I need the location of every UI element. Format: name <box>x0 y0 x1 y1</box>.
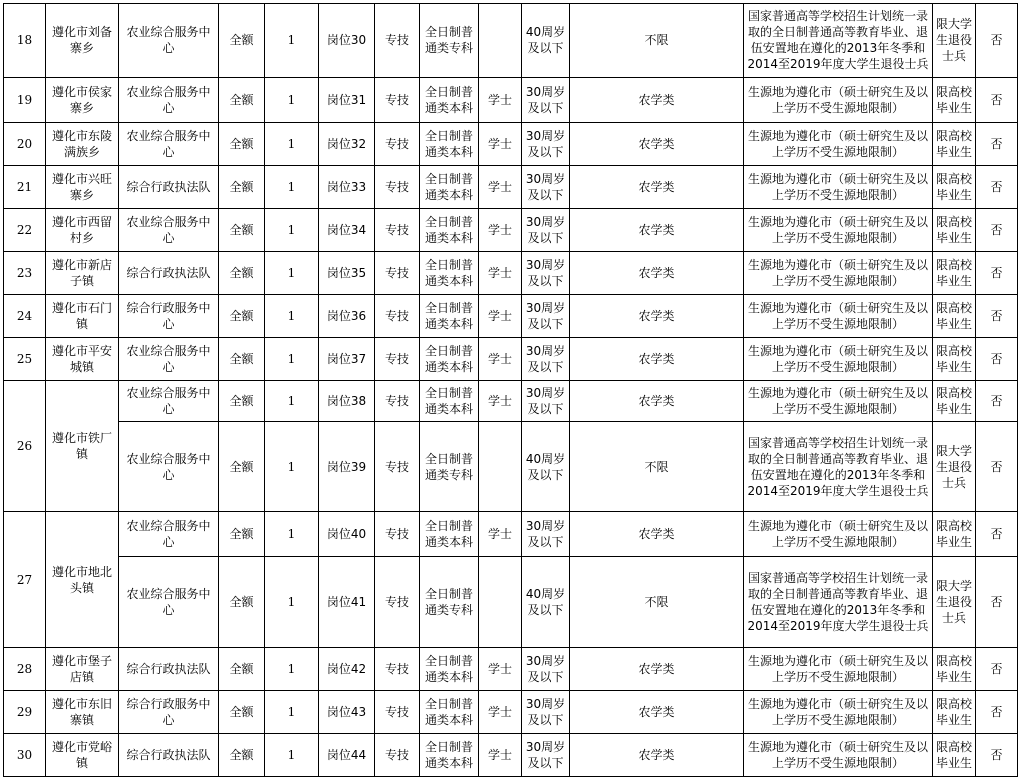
education-cell: 全日制普通类专科 <box>420 4 479 78</box>
funding-cell: 全额 <box>219 77 265 122</box>
table-row <box>4 338 1018 381</box>
funding-cell: 全额 <box>219 381 265 422</box>
degree-cell: 学士 <box>479 295 522 338</box>
row-number-cell: 24 <box>4 295 46 338</box>
major-cell: 农学类 <box>570 295 744 338</box>
post-type-cell: 专技 <box>375 77 420 122</box>
education-cell: 全日制普通类本科 <box>420 209 479 252</box>
degree-cell: 学士 <box>479 77 522 122</box>
table-body <box>4 4 1018 777</box>
major-cell: 不限 <box>570 557 744 647</box>
county-cell: 遵化市西留村乡 <box>46 209 119 252</box>
age-cell: 40周岁及以下 <box>522 422 570 512</box>
other-requirements-cell: 生源地为遵化市（硕士研究生及以上学历不受生源地限制） <box>744 252 933 295</box>
post-name-cell: 岗位36 <box>319 295 375 338</box>
unit-cell: 农业综合服务中心 <box>119 422 219 512</box>
target-group-cell: 限高校毕业生 <box>933 252 976 295</box>
post-type-cell: 专技 <box>375 4 420 78</box>
degree-cell <box>479 557 522 647</box>
headcount-cell: 1 <box>265 647 319 690</box>
post-name-cell: 岗位40 <box>319 512 375 557</box>
table-row <box>4 122 1018 165</box>
education-cell: 全日制普通类本科 <box>420 252 479 295</box>
age-cell: 30周岁及以下 <box>522 512 570 557</box>
post-type-cell: 专技 <box>375 690 420 733</box>
post-type-cell: 专技 <box>375 165 420 208</box>
exam-flag-cell: 否 <box>976 690 1018 733</box>
post-name-cell: 岗位37 <box>319 338 375 381</box>
headcount-cell: 1 <box>265 557 319 647</box>
row-number-cell: 27 <box>4 512 46 647</box>
row-number-cell: 30 <box>4 733 46 776</box>
post-name-cell: 岗位35 <box>319 252 375 295</box>
other-requirements-cell: 生源地为遵化市（硕士研究生及以上学历不受生源地限制） <box>744 512 933 557</box>
major-cell: 农学类 <box>570 122 744 165</box>
education-cell: 全日制普通类本科 <box>420 647 479 690</box>
target-group-cell: 限高校毕业生 <box>933 512 976 557</box>
unit-cell: 综合行政执法队 <box>119 647 219 690</box>
funding-cell: 全额 <box>219 209 265 252</box>
education-cell: 全日制普通类专科 <box>420 422 479 512</box>
other-requirements-cell: 国家普通高等学校招生计划统一录取的全日制普通高等教育毕业、退伍安置地在遵化的2013年冬季和2014至2019年度大学生退役士兵 <box>744 422 933 512</box>
major-cell: 农学类 <box>570 209 744 252</box>
table-row <box>4 512 1018 557</box>
county-cell: 遵化市堡子店镇 <box>46 647 119 690</box>
table-row <box>4 690 1018 733</box>
major-cell: 不限 <box>570 4 744 78</box>
post-name-cell: 岗位31 <box>319 77 375 122</box>
funding-cell: 全额 <box>219 733 265 776</box>
degree-cell: 学士 <box>479 338 522 381</box>
major-cell: 农学类 <box>570 381 744 422</box>
headcount-cell: 1 <box>265 122 319 165</box>
degree-cell: 学士 <box>479 122 522 165</box>
degree-cell: 学士 <box>479 512 522 557</box>
exam-flag-cell: 否 <box>976 165 1018 208</box>
major-cell: 农学类 <box>570 733 744 776</box>
post-name-cell: 岗位30 <box>319 4 375 78</box>
unit-cell: 农业综合服务中心 <box>119 122 219 165</box>
unit-cell: 综合行政执法队 <box>119 733 219 776</box>
age-cell: 30周岁及以下 <box>522 209 570 252</box>
recruitment-table <box>3 3 1018 777</box>
unit-cell: 农业综合服务中心 <box>119 77 219 122</box>
headcount-cell: 1 <box>265 512 319 557</box>
post-type-cell: 专技 <box>375 733 420 776</box>
county-cell: 遵化市平安城镇 <box>46 338 119 381</box>
headcount-cell: 1 <box>265 733 319 776</box>
exam-flag-cell: 否 <box>976 77 1018 122</box>
post-name-cell: 岗位43 <box>319 690 375 733</box>
table-row <box>4 295 1018 338</box>
county-cell: 遵化市东旧寨镇 <box>46 690 119 733</box>
funding-cell: 全额 <box>219 557 265 647</box>
other-requirements-cell: 生源地为遵化市（硕士研究生及以上学历不受生源地限制） <box>744 733 933 776</box>
education-cell: 全日制普通类本科 <box>420 690 479 733</box>
row-number-cell: 26 <box>4 381 46 512</box>
major-cell: 农学类 <box>570 165 744 208</box>
major-cell: 农学类 <box>570 647 744 690</box>
headcount-cell: 1 <box>265 209 319 252</box>
age-cell: 30周岁及以下 <box>522 690 570 733</box>
degree-cell: 学士 <box>479 690 522 733</box>
other-requirements-cell: 生源地为遵化市（硕士研究生及以上学历不受生源地限制） <box>744 381 933 422</box>
funding-cell: 全额 <box>219 690 265 733</box>
row-number-cell: 28 <box>4 647 46 690</box>
headcount-cell: 1 <box>265 338 319 381</box>
degree-cell: 学士 <box>479 165 522 208</box>
post-name-cell: 岗位33 <box>319 165 375 208</box>
county-cell: 遵化市侯家寨乡 <box>46 77 119 122</box>
post-type-cell: 专技 <box>375 557 420 647</box>
row-number-cell: 19 <box>4 77 46 122</box>
unit-cell: 综合行政服务中心 <box>119 690 219 733</box>
degree-cell <box>479 4 522 78</box>
funding-cell: 全额 <box>219 122 265 165</box>
major-cell: 农学类 <box>570 512 744 557</box>
other-requirements-cell: 生源地为遵化市（硕士研究生及以上学历不受生源地限制） <box>744 338 933 381</box>
county-cell: 遵化市石门镇 <box>46 295 119 338</box>
target-group-cell: 限高校毕业生 <box>933 381 976 422</box>
unit-cell: 农业综合服务中心 <box>119 209 219 252</box>
other-requirements-cell: 生源地为遵化市（硕士研究生及以上学历不受生源地限制） <box>744 690 933 733</box>
target-group-cell: 限大学生退役士兵 <box>933 422 976 512</box>
row-number-cell: 18 <box>4 4 46 78</box>
degree-cell <box>479 422 522 512</box>
other-requirements-cell: 生源地为遵化市（硕士研究生及以上学历不受生源地限制） <box>744 209 933 252</box>
unit-cell: 综合行政执法队 <box>119 252 219 295</box>
table-row <box>4 252 1018 295</box>
table-row <box>4 77 1018 122</box>
county-cell: 遵化市党峪镇 <box>46 733 119 776</box>
table-row <box>4 381 1018 422</box>
other-requirements-cell: 生源地为遵化市（硕士研究生及以上学历不受生源地限制） <box>744 295 933 338</box>
funding-cell: 全额 <box>219 512 265 557</box>
headcount-cell: 1 <box>265 295 319 338</box>
age-cell: 30周岁及以下 <box>522 295 570 338</box>
headcount-cell: 1 <box>265 77 319 122</box>
other-requirements-cell: 生源地为遵化市（硕士研究生及以上学历不受生源地限制） <box>744 122 933 165</box>
major-cell: 农学类 <box>570 690 744 733</box>
exam-flag-cell: 否 <box>976 338 1018 381</box>
post-name-cell: 岗位32 <box>319 122 375 165</box>
row-number-cell: 21 <box>4 165 46 208</box>
post-type-cell: 专技 <box>375 209 420 252</box>
major-cell: 不限 <box>570 422 744 512</box>
post-type-cell: 专技 <box>375 252 420 295</box>
table-row <box>4 209 1018 252</box>
degree-cell: 学士 <box>479 733 522 776</box>
target-group-cell: 限高校毕业生 <box>933 733 976 776</box>
degree-cell: 学士 <box>479 381 522 422</box>
target-group-cell: 限大学生退役士兵 <box>933 4 976 78</box>
post-name-cell: 岗位44 <box>319 733 375 776</box>
age-cell: 30周岁及以下 <box>522 252 570 295</box>
exam-flag-cell: 否 <box>976 209 1018 252</box>
other-requirements-cell: 生源地为遵化市（硕士研究生及以上学历不受生源地限制） <box>744 165 933 208</box>
age-cell: 30周岁及以下 <box>522 733 570 776</box>
county-cell: 遵化市刘备寨乡 <box>46 4 119 78</box>
exam-flag-cell: 否 <box>976 512 1018 557</box>
headcount-cell: 1 <box>265 4 319 78</box>
funding-cell: 全额 <box>219 338 265 381</box>
unit-cell: 农业综合服务中心 <box>119 512 219 557</box>
age-cell: 30周岁及以下 <box>522 165 570 208</box>
age-cell: 40周岁及以下 <box>522 557 570 647</box>
funding-cell: 全额 <box>219 422 265 512</box>
target-group-cell: 限高校毕业生 <box>933 77 976 122</box>
unit-cell: 农业综合服务中心 <box>119 557 219 647</box>
funding-cell: 全额 <box>219 295 265 338</box>
county-cell: 遵化市新店子镇 <box>46 252 119 295</box>
funding-cell: 全额 <box>219 647 265 690</box>
funding-cell: 全额 <box>219 252 265 295</box>
other-requirements-cell: 生源地为遵化市（硕士研究生及以上学历不受生源地限制） <box>744 77 933 122</box>
post-type-cell: 专技 <box>375 295 420 338</box>
education-cell: 全日制普通类本科 <box>420 733 479 776</box>
other-requirements-cell: 国家普通高等学校招生计划统一录取的全日制普通高等教育毕业、退伍安置地在遵化的2013年冬季和2014至2019年度大学生退役士兵 <box>744 4 933 78</box>
table-row <box>4 422 1018 512</box>
target-group-cell: 限高校毕业生 <box>933 295 976 338</box>
education-cell: 全日制普通类本科 <box>420 295 479 338</box>
age-cell: 30周岁及以下 <box>522 77 570 122</box>
post-type-cell: 专技 <box>375 647 420 690</box>
target-group-cell: 限高校毕业生 <box>933 647 976 690</box>
table-row <box>4 733 1018 776</box>
table-row <box>4 165 1018 208</box>
unit-cell: 农业综合服务中心 <box>119 4 219 78</box>
county-cell: 遵化市地北头镇 <box>46 512 119 647</box>
major-cell: 农学类 <box>570 338 744 381</box>
degree-cell: 学士 <box>479 252 522 295</box>
headcount-cell: 1 <box>265 381 319 422</box>
education-cell: 全日制普通类专科 <box>420 557 479 647</box>
target-group-cell: 限高校毕业生 <box>933 690 976 733</box>
education-cell: 全日制普通类本科 <box>420 338 479 381</box>
table-row <box>4 557 1018 647</box>
major-cell: 农学类 <box>570 77 744 122</box>
post-type-cell: 专技 <box>375 512 420 557</box>
post-type-cell: 专技 <box>375 381 420 422</box>
row-number-cell: 20 <box>4 122 46 165</box>
unit-cell: 综合行政服务中心 <box>119 295 219 338</box>
headcount-cell: 1 <box>265 252 319 295</box>
age-cell: 40周岁及以下 <box>522 4 570 78</box>
exam-flag-cell: 否 <box>976 122 1018 165</box>
post-type-cell: 专技 <box>375 422 420 512</box>
education-cell: 全日制普通类本科 <box>420 77 479 122</box>
row-number-cell: 25 <box>4 338 46 381</box>
headcount-cell: 1 <box>265 165 319 208</box>
other-requirements-cell: 生源地为遵化市（硕士研究生及以上学历不受生源地限制） <box>744 647 933 690</box>
major-cell: 农学类 <box>570 252 744 295</box>
post-name-cell: 岗位41 <box>319 557 375 647</box>
headcount-cell: 1 <box>265 690 319 733</box>
exam-flag-cell: 否 <box>976 252 1018 295</box>
unit-cell: 综合行政执法队 <box>119 165 219 208</box>
post-name-cell: 岗位39 <box>319 422 375 512</box>
exam-flag-cell: 否 <box>976 4 1018 78</box>
exam-flag-cell: 否 <box>976 422 1018 512</box>
post-name-cell: 岗位34 <box>319 209 375 252</box>
target-group-cell: 限高校毕业生 <box>933 165 976 208</box>
row-number-cell: 22 <box>4 209 46 252</box>
degree-cell: 学士 <box>479 647 522 690</box>
exam-flag-cell: 否 <box>976 647 1018 690</box>
other-requirements-cell: 国家普通高等学校招生计划统一录取的全日制普通高等教育毕业、退伍安置地在遵化的2013年冬季和2014至2019年度大学生退役士兵 <box>744 557 933 647</box>
exam-flag-cell: 否 <box>976 733 1018 776</box>
education-cell: 全日制普通类本科 <box>420 122 479 165</box>
funding-cell: 全额 <box>219 165 265 208</box>
unit-cell: 农业综合服务中心 <box>119 338 219 381</box>
post-type-cell: 专技 <box>375 338 420 381</box>
table-row <box>4 4 1018 78</box>
exam-flag-cell: 否 <box>976 557 1018 647</box>
headcount-cell: 1 <box>265 422 319 512</box>
age-cell: 30周岁及以下 <box>522 647 570 690</box>
age-cell: 30周岁及以下 <box>522 381 570 422</box>
education-cell: 全日制普通类本科 <box>420 512 479 557</box>
county-cell: 遵化市铁厂镇 <box>46 381 119 512</box>
county-cell: 遵化市东陵满族乡 <box>46 122 119 165</box>
exam-flag-cell: 否 <box>976 381 1018 422</box>
unit-cell: 农业综合服务中心 <box>119 381 219 422</box>
funding-cell: 全额 <box>219 4 265 78</box>
post-type-cell: 专技 <box>375 122 420 165</box>
row-number-cell: 23 <box>4 252 46 295</box>
target-group-cell: 限高校毕业生 <box>933 209 976 252</box>
degree-cell: 学士 <box>479 209 522 252</box>
target-group-cell: 限高校毕业生 <box>933 338 976 381</box>
table-row <box>4 647 1018 690</box>
target-group-cell: 限高校毕业生 <box>933 122 976 165</box>
post-name-cell: 岗位42 <box>319 647 375 690</box>
age-cell: 30周岁及以下 <box>522 338 570 381</box>
row-number-cell: 29 <box>4 690 46 733</box>
age-cell: 30周岁及以下 <box>522 122 570 165</box>
target-group-cell: 限大学生退役士兵 <box>933 557 976 647</box>
exam-flag-cell: 否 <box>976 295 1018 338</box>
education-cell: 全日制普通类本科 <box>420 165 479 208</box>
county-cell: 遵化市兴旺寨乡 <box>46 165 119 208</box>
post-name-cell: 岗位38 <box>319 381 375 422</box>
education-cell: 全日制普通类本科 <box>420 381 479 422</box>
